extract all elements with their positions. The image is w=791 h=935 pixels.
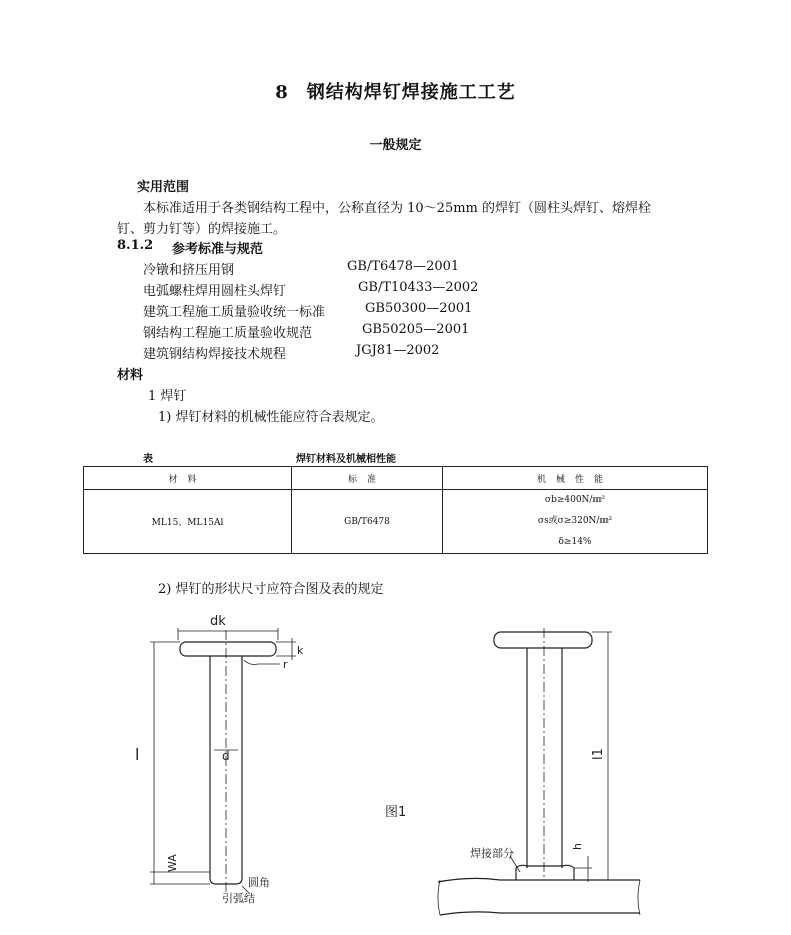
cell-properties xyxy=(443,490,708,554)
dim-d: d xyxy=(222,749,230,763)
note-weld: 焊接部分 xyxy=(470,847,514,860)
note-fillet: 圆角 xyxy=(248,876,270,889)
page-title xyxy=(0,78,791,104)
property-elongation: δ≥14% xyxy=(558,537,592,547)
property-yield: σs或σ≥320N/㎜² xyxy=(537,516,613,526)
reference-code: JGJ81—2002 xyxy=(356,343,440,358)
header-standard: 标准 xyxy=(292,467,443,490)
dim-k: k xyxy=(297,644,304,657)
table-header-row xyxy=(84,467,708,490)
reference-name: 建筑钢结构焊接技术规程 xyxy=(143,347,287,362)
cell-material: ML15、ML15Al xyxy=(84,490,292,554)
right-stud xyxy=(438,628,640,915)
materials-sub-2: 2) 焊钉的形状尺寸应符合图及表的规定 xyxy=(158,582,384,597)
table-caption: 焊钉材料及机械相性能 xyxy=(296,454,396,465)
note-arc: 引弧结 xyxy=(222,892,255,905)
dim-h: h xyxy=(571,843,584,850)
scope-line-1: 本标准适用于各类钢结构工程中，公称直径为 10～25mm 的焊钉（圆柱头焊钉、熔焊栓 xyxy=(143,201,652,216)
dim-wa: WA xyxy=(166,854,179,872)
property-tensile: σb≥400N/㎜² xyxy=(544,495,606,505)
stud-drawing xyxy=(0,610,791,935)
chapter-title: 钢结构焊钉焊接施工工艺 xyxy=(306,82,516,103)
reference-code: GB50205—2001 xyxy=(362,322,470,337)
reference-name: 电弧螺柱焊用圆柱头焊钉 xyxy=(143,284,287,299)
header-properties: 机械性能 xyxy=(443,467,708,490)
reference-code: GB/T10433—2002 xyxy=(358,280,479,295)
section-title: 一般规定 xyxy=(369,138,422,153)
dim-dk: dk xyxy=(210,614,226,629)
materials-heading: 材料 xyxy=(117,368,144,383)
dim-r: r xyxy=(283,658,288,671)
stud-head-outline xyxy=(180,642,276,656)
references-number: 8.1.2 xyxy=(117,238,154,253)
reference-code: GB50300—2001 xyxy=(365,301,473,316)
chapter-number: 8 xyxy=(275,82,289,103)
reference-name: 冷镦和挤压用钢 xyxy=(143,263,235,278)
dim-l1: l1 xyxy=(591,748,606,760)
dim-l: l xyxy=(135,745,140,764)
materials-sub-1: 1) 焊钉材料的机械性能应符合表规定。 xyxy=(158,410,384,425)
cell-standard: GB/T6478 xyxy=(292,490,443,554)
references-heading: 参考标准与规范 xyxy=(172,242,264,257)
reference-name: 建筑工程施工质量验收统一标准 xyxy=(143,305,326,320)
header-material: 材料 xyxy=(84,467,292,490)
base-plate-bottom xyxy=(440,912,640,915)
scope-heading: 实用范围 xyxy=(137,180,190,195)
reference-name: 钢结构工程施工质量验收规范 xyxy=(143,326,313,341)
weld-collar xyxy=(516,865,574,880)
table-label: 表 xyxy=(143,454,153,465)
material-properties-table xyxy=(83,466,708,554)
stud-head-outline xyxy=(494,632,592,648)
figure-label: 图1 xyxy=(385,805,407,820)
reference-code: GB/T6478—2001 xyxy=(347,259,460,274)
materials-item-1: 1 焊钉 xyxy=(148,389,187,404)
scope-line-2: 钉、剪力钉等）的焊接施工。 xyxy=(117,222,287,237)
table-row xyxy=(84,490,708,554)
